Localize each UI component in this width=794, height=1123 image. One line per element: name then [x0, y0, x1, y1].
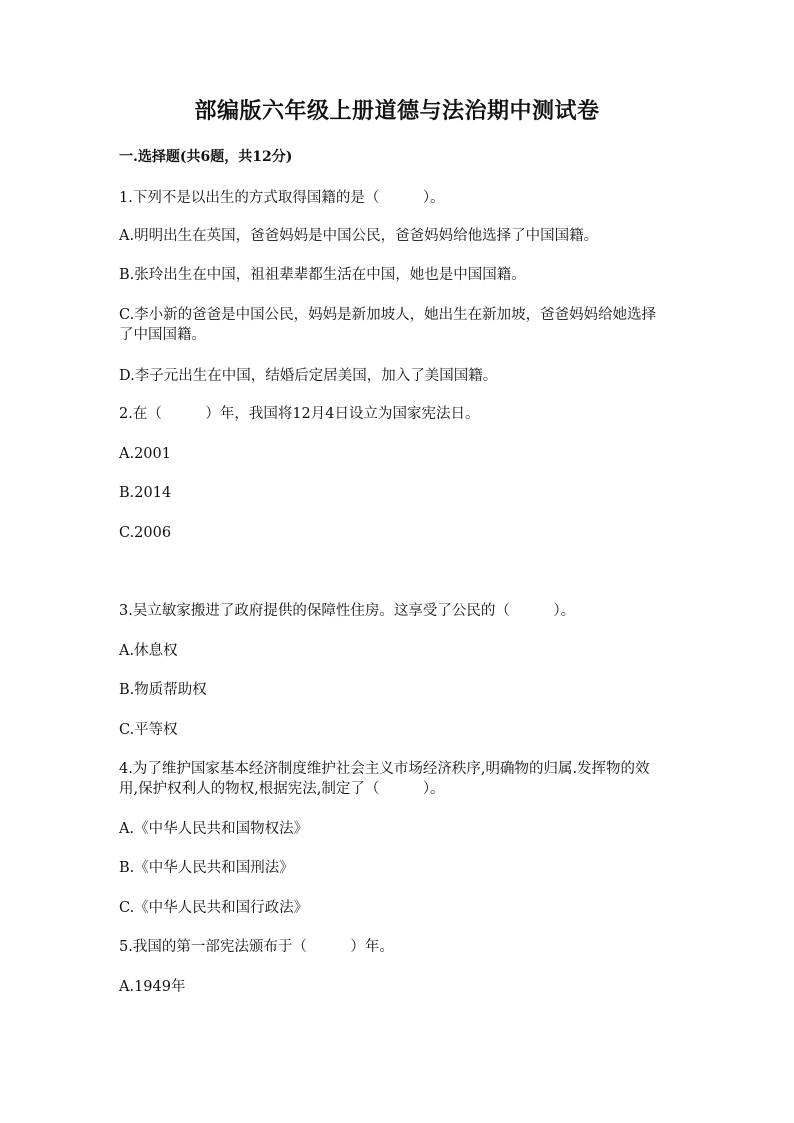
question-2-stem: 2.在（ ）年，我国将12月4日设立为国家宪法日。: [119, 406, 480, 422]
exam-title: 部编版六年级上册道德与法治期中测试卷: [194, 98, 600, 124]
question-1-option-d: D.李子元出生在中国，结婚后定居美国，加入了美国国籍。: [119, 368, 498, 384]
question-1-stem: 1.下列不是以出生的方式取得国籍的是（ ）。: [119, 190, 445, 206]
section-heading: 一.选择题(共6题，共12分): [119, 149, 293, 165]
question-5-option-a: A.1949年: [119, 979, 186, 995]
question-1-option-b: B.张玲出生在中国，祖祖辈辈都生活在中国，她也是中国国籍。: [119, 267, 526, 283]
question-2-option-a: A.2001: [119, 446, 171, 462]
question-2-option-c: C.2006: [119, 525, 172, 541]
question-3-option-c: C.平等权: [119, 722, 178, 738]
question-4-stem: 4.为了维护国家基本经济制度维护社会主义市场经济秩序,明确物的归属.发挥物的效用,保护权利人的物权,根据宪法,制定了（ ）。: [119, 761, 650, 797]
question-3-stem: 3.吴立敏家搬进了政府提供的保障性住房。这享受了公民的（ ）。: [119, 603, 576, 619]
question-2-option-b: B.2014: [119, 485, 172, 501]
question-4-option-c: C.《中华人民共和国行政法》: [119, 900, 309, 916]
question-4-option-b: B.《中华人民共和国刑法》: [119, 860, 294, 876]
question-3-option-a: A.休息权: [119, 643, 178, 659]
question-4-option-a: A.《中华人民共和国物权法》: [119, 821, 309, 837]
question-5-stem: 5.我国的第一部宪法颁布于（ ）年。: [119, 939, 394, 955]
question-3-option-b: B.物质帮助权: [119, 682, 207, 698]
question-1-option-a: A.明明出生在英国，爸爸妈妈是中国公民，爸爸妈妈给他选择了中国国籍。: [119, 228, 599, 244]
question-1-option-c: C.李小新的爸爸是中国公民，妈妈是新加坡人，她出生在新加坡，爸爸妈妈给她选择了中国国籍。: [119, 307, 657, 343]
